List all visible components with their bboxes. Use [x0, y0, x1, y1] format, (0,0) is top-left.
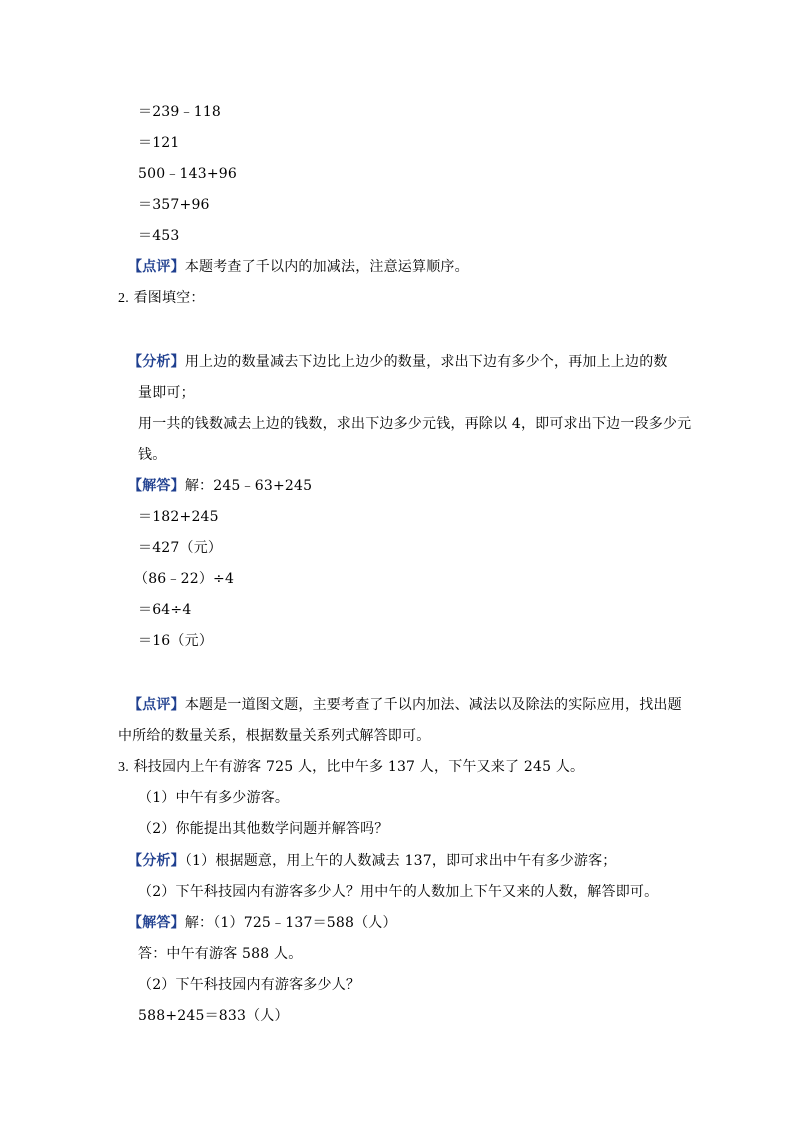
analysis-tag: 【分析】: [128, 354, 185, 370]
analysis-line: 钱。: [138, 447, 167, 463]
equation-line: 588+245＝833（人）: [138, 1008, 289, 1024]
comment-text: 本题是一道图文题，主要考查了千以内加法、减法以及除法的实际应用，找出题: [184, 697, 682, 713]
equation-line: ＝182+245: [138, 509, 219, 525]
analysis-line: [128, 352, 668, 372]
answer-tag: 【解答】: [128, 915, 185, 931]
sub-question: （2）你能提出其他数学问题并解答吗？: [138, 821, 389, 837]
analysis-text: （1）根据题意，用上午的人数减去 137，即可求出中午有多少游客；: [184, 853, 617, 869]
answer-text: 解：（1）725﹣137＝588（人）: [184, 915, 397, 931]
equation-line: ＝239﹣118: [138, 104, 222, 120]
equation-line: ＝357+96: [138, 197, 210, 213]
equation-line: （86﹣22）÷4: [134, 571, 235, 587]
equation-line: ＝427（元）: [138, 540, 223, 556]
answer-line: 答：中午有游客 588 人。: [138, 946, 303, 962]
answer-line: [128, 913, 397, 933]
equation-line: 500﹣143+96: [138, 166, 237, 182]
question-heading: [118, 757, 584, 778]
analysis-line: 量即可；: [138, 385, 195, 401]
equation-line: ＝121: [138, 135, 180, 151]
question-text: 看图填空：: [133, 290, 205, 306]
analysis-line: 用一共的钱数减去上边的钱数，求出下边多少元钱，再除以 4，即可求出下边一段多少元: [138, 416, 692, 432]
answer-text: 解：245﹣63+245: [184, 478, 313, 494]
comment-line: [128, 695, 682, 715]
analysis-text: 用上边的数量减去下边比上边少的数量，求出下边有多少个，再加上上边的数: [184, 354, 668, 370]
answer-tag: 【解答】: [128, 478, 185, 494]
question-text: 科技园内上午有游客 725 人，比中午多 137 人，下午又来了 245 人。: [133, 759, 585, 775]
question-heading: [118, 288, 205, 309]
question-number: 3.: [118, 760, 129, 775]
comment-tag: 【点评】: [128, 259, 185, 275]
equation-line: ＝453: [138, 228, 180, 244]
answer-line: （2）下午科技园内有游客多少人？: [138, 977, 361, 993]
sub-question: （1）中午有多少游客。: [138, 790, 290, 806]
question-number: 2.: [118, 291, 129, 306]
comment-tag: 【点评】: [128, 697, 185, 713]
comment-line: [128, 257, 469, 277]
analysis-line: [128, 851, 617, 871]
comment-line: 中所给的数量关系，根据数量关系列式解答即可。: [118, 728, 431, 744]
analysis-line: （2）下午科技园内有游客多少人？用中午的人数加上下午又来的人数，解答即可。: [138, 884, 659, 900]
comment-text: 本题考查了千以内的加减法，注意运算顺序。: [184, 259, 469, 275]
equation-line: ＝16（元）: [138, 633, 214, 649]
answer-line: [128, 476, 312, 496]
analysis-tag: 【分析】: [128, 853, 185, 869]
equation-line: ＝64÷4: [138, 602, 192, 618]
